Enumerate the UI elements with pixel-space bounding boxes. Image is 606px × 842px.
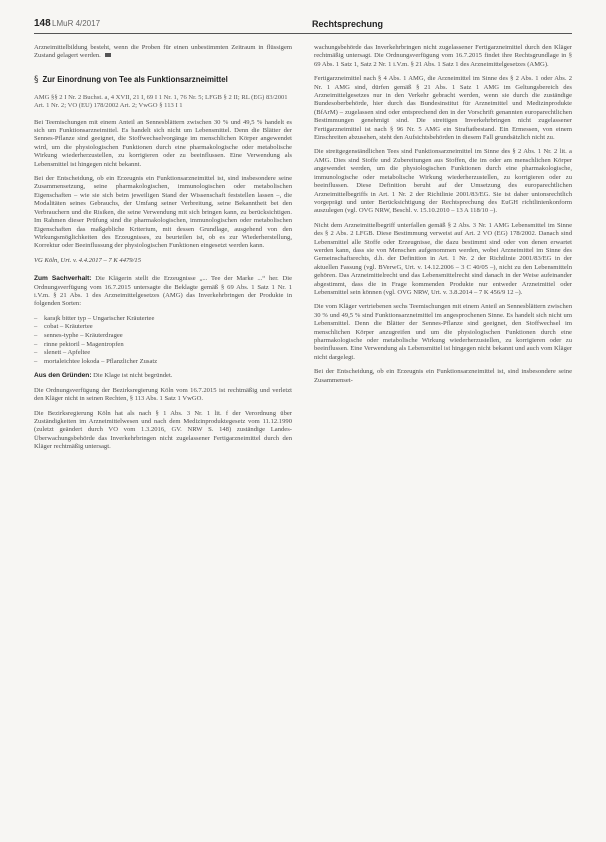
body-paragraph: Nicht dem Arzneimittelbegriff unterfallen gemäß § 2 Abs. 3 Nr. 1 AMG Lebensmittel im Sinne des § 2 Abs. 2 LFGB. Diese Bestimmung verweist auf Art. 2 VO (EG) 178/2002. Danach sind Lebensmittel alle Stoffe oder Erzeugnisse, die dazu bestimmt sind oder von denen erwartet werden kann, dass sie von Menschen aufgenommen werden, wobei Arzneimittel im Sinne des Gemeinschaftsrechts, d.h. der Definition in Art. 1 Nr. 2 der Richtlinie 2001/83/EG in der aktuellen Fassung (vgl. BVerwG, Urt. v. 14.12.2006 – 3 C 40/05 –), nicht zu den Lebensmitteln gehören. Das Arzneimittelrecht und das Lebensmittelrecht sind danach in der Weise aufeinander abgestimmt, dass die in Frage kommenden Produkte nur entweder Arzneimittel oder Lebensmittel sein können (vgl. OVG NRW, Urt. v. 3.8.2014 – 7 K 456/9 12 –). <box>314 221 572 296</box>
facts-text: Die Klägerin stellt die Erzeugnisse „... Tee der Marke ...“ her. Die Ordnungsverfügung vom 16.7.2015 untersagte die Beklagte gemäß § 69 Abs. 1 Satz 1 Nr. 1 i.V.m. § 21 Abs. 1 des Arzneimittelgesetzes (AMG) das Inverkehrbringen der Produkte in folgenden Sorten: <box>34 275 292 308</box>
reasons-paragraph <box>34 372 292 380</box>
headnote-2: Bei der Entscheidung, ob ein Erzeugnis ein Funktionsarzneimittel ist, sind insbesondere seine Zusammensetzung, seine pharmakologischen, immunologischen oder metabolischen Eigenschaften – wie sie sich beim jeweiligen Stand der Wissenschaft feststellen lassen –, die Modalitäten seines Gebrauchs, der Umfang seiner Verbreitung, seine Bekanntheit bei den Verbrauchern und die Risiken, die seine Verwendung mit sich bringen kann, zu berücksichtigen. Im Rahmen dieser Prüfung sind die pharmakologischen, immunologischen oder metabolischen Eigenschaften das maßgebliche Kriterium, mit dessen Grundlage, ausgehend von den Wirkungsmöglichkeiten des Erzeugnisses, zu beurteilen ist, ob es zur Wiederherstellung, Korrektur oder Beeinflussung der physiologischen Funktionen eingesetzt werden kann. <box>34 175 292 250</box>
reasons-label: Aus den Gründen: <box>34 372 92 380</box>
body-paragraph: Die vom Kläger vertriebenen sechs Teemischungen mit einem Anteil an Sennesblättern zwischen 30 % und 49,5 % sind Funktionsarzneimittel im angesprochenen Sinne. Es handelt sich nicht um Lebensmittel. Denn die Blätter der Sennes-Pflanze sind geeignet, den Stoffwechsel im menschlichen Körper anzugreifen und um die physiologischen Funktionen durch eine pharmakologische oder metabolische Wirkung wiederherzustellen, zu korrigieren oder zu beeinflussen. Eine Verwendung als Lebensmittel ist hingegen nicht bekannt und auch vom Kläger nicht dargelegt. <box>314 303 572 361</box>
list-item: – sennes-typhe – Kräuterdragee <box>34 332 292 341</box>
intro-paragraph: Arzneimittelbildung besteht, wenn die Proben für einen unbestimmten Zeitraum in flüssigem Zustand gelagert werden. <box>34 44 292 60</box>
header-rule <box>34 33 572 34</box>
list-item: – cobat – Kräutertee <box>34 323 292 332</box>
decision-citation: VG Köln, Urt. v. 4.4.2017 – 7 K 4479/15 <box>34 256 142 264</box>
list-item: – mortaleichtee lokoda – Pflanzlicher Zusatz <box>34 358 292 367</box>
body-paragraph: wachungsbehörde das Inverkehrbringen nicht zugelassener Fertigarzneimittel durch den Kläger rechtmäßig untersagt. Die Ordnungsverfügung vom 16.7.2015 findet ihre Rechtsgrundlage in § 69 Abs. 1 Satz 1, Satz 2 Nr. 1 i.V.m. § 21 Abs. 1 Satz 1 des Arzneimittelgesetzes (AMG). <box>314 44 572 68</box>
reasons-text: Die Klage ist nicht begründet. <box>93 372 173 380</box>
page-number: 148 <box>34 18 51 29</box>
section-title: Rechtsprechung <box>312 19 384 29</box>
headnote-1: Bei Teemischungen mit einem Anteil an Sennesblättern zwischen 30 % und 49,5 % handelt es sich um Funktionsarzneimittel. Es handelt sich nicht um Lebensmittel. Denn die Blätter der Sennes-Pflanze sind geeignet, die Stoffwechselvorgänge im menschlichen Körper angewendet wird, um die physiologischen Funktionen durch eine pharmakologische oder metabolische Wirkung wiederherzustellen, zu korrigieren oder zu beeinflussen. Eine Verwendung als Lebensmittel ist hingegen nicht bekannt. <box>34 118 292 168</box>
article-title: Zur Einordnung von Tee als Funktionsarzneimittel <box>42 74 228 84</box>
body-paragraph: Die streitgegenständlichen Tees sind Funktionsarzneimittel im Sinne des § 2 Abs. 1 Nr. 2 lit. a AMG. Dies sind Stoffe und Zubereitungen aus Stoffen, die im oder am menschlichen Körper angewendet werden, um die physiologischen Funktionen durch eine pharmakologische, immunologische oder metabolische Wirkung wiederherzustellen, zu korrigieren oder zu beeinflussen. Diese Definition beruht auf der Umsetzung des europarechtlichen Arzneimittelbegriffs in Art. 1 Nr. 2 der Richtlinie 2001/83/EG. Sie ist daher unionsrechtlich vorgeprägt und unter Berücksichtigung der Rechtsprechung des EuGH richtlinienkonform auszulegen (vgl. OVG NRW, Beschl. v. 15.10.2010 – 13 A 118/10 –). <box>314 148 572 215</box>
norms-list: AMG §§ 2 I Nr. 2 Buchst. a, 4 XVII, 21 I, 69 I 1 Nr. 1, 76 Nr. 5; LFGB § 2 II; RL (EG) 83/2001 Art. 1 Nr. 2; VO (EU) 178/2002 Art. 2; VwGO § 113 I 1 <box>34 93 288 110</box>
paragraph-icon: § <box>34 74 39 85</box>
facts-label: Zum Sachverhalt: <box>34 275 92 283</box>
list-item: – karajk bitter typ – Ungarischer Kräutertee <box>34 315 292 324</box>
right-column <box>314 44 572 391</box>
body-paragraph: Die Bezirksregierung Köln hat als nach § 1 Abs. 3 Nr. 1 lit. f der Verordnung über Zuständigkeiten im Arzneimittelwesen und nach dem Medizinproduktegesetz vom 11.12.1990 (zuletzt geändert durch VO vom 1.3.2016, GV. NRW S. 148) zuständige Landes-Überwachungsbehörde das Inverkehrbringen nicht zugelassener Fertigarzneimittel durch den Kläger rechtmäßig untersagt. <box>34 409 292 451</box>
page-header <box>34 18 572 34</box>
list-item: – slenett – Apfeltee <box>34 349 292 358</box>
body-paragraph: Fertigarzneimittel nach § 4 Abs. 1 AMG, die Arzneimittel im Sinne des § 2 Abs. 1 oder Abs. 2 Nr. 1 AMG sind, dürfen gemäß § 21 Abs. 1 Satz 1 AMG im Geltungsbereich des Arzneimittelgesetzes nur in den Verkehr gebracht werden, wenn sie durch die zuständige Bundesoberbehörde, hier durch das Bundesinstitut für Arzneimittel und Medizinprodukte (BfArM) – zugelassen sind oder entsprechend den in der Vorschrift genannten europarechtlichen Bestimmungen genehmigt sind. Die streitigen Inverkehrbringen nicht zugelassener Fertigarzneimittel ist nach § 96 Nr. 5 AMG ein Straftatbestand. Ein Ermessen, von einem Einschreiten abzusehen, steht den Aufsichtsbehörden in diesem Fall grundsätzlich nicht zu. <box>314 75 572 142</box>
article-heading <box>34 75 292 86</box>
body-paragraph: Bei der Entscheidung, ob ein Erzeugnis ein Funktionsarzneimittel ist, sind insbesondere seine Zusammenset- <box>314 368 572 384</box>
left-column <box>34 44 292 458</box>
facts-paragraph <box>34 275 292 309</box>
journal-citation: LMuR 4/2017 <box>52 19 101 28</box>
product-list <box>34 315 292 367</box>
list-item: – rinne pektoril – Magentropfen <box>34 341 292 350</box>
end-mark <box>105 53 111 57</box>
body-paragraph: Die Ordnungsverfügung der Bezirksregierung Köln vom 16.7.2015 ist rechtmäßig und verletzt den Kläger nicht in seinen Rechten, § 113 Abs. 1 Satz 1 VwGO. <box>34 386 292 403</box>
